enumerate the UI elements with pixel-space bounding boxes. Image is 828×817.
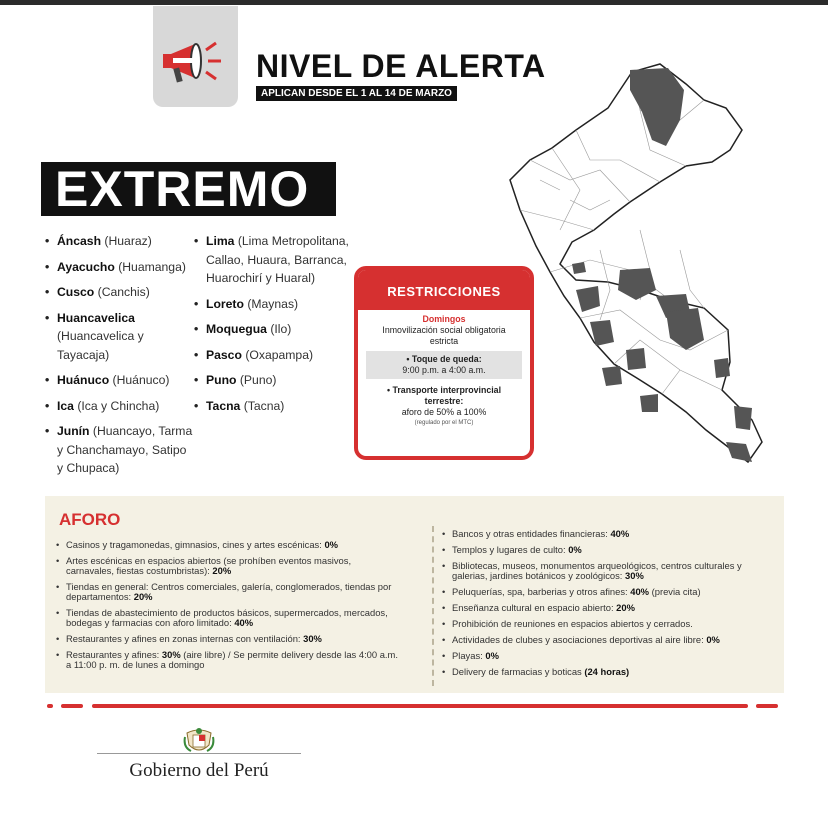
aforo-item-value: (24 horas)	[584, 666, 630, 677]
department-item	[194, 232, 354, 288]
aforo-item-value: 30%	[161, 649, 181, 660]
aforo-item-text: Prohibición de reuniones en espacios abiertos y cerrados.	[452, 618, 693, 629]
puno-region	[734, 406, 752, 430]
red-divider-dash-2	[61, 704, 83, 708]
department-name: Loreto	[206, 296, 244, 311]
aforo-item	[56, 608, 401, 628]
curfew-text: 9:00 p.m. a 4:00 a.m.	[402, 365, 486, 375]
aforo-title: AFORO	[59, 510, 121, 529]
curfew-label: • Toque de queda:	[406, 354, 482, 364]
aforo-item-text: Enseñanza cultural en espacio abierto:	[452, 602, 617, 613]
transport-note: (regulado por el MTC)	[414, 420, 474, 426]
department-item	[45, 397, 195, 416]
megaphone-badge	[153, 6, 238, 107]
aforo-item-value: 40%	[234, 617, 254, 628]
aforo-item-value: 20%	[133, 591, 153, 602]
department-item	[194, 320, 354, 339]
page-subtitle: APLICAN DESDE EL 1 AL 14 DE MARZO	[256, 86, 457, 101]
aforo-item-value: 40%	[610, 528, 630, 539]
department-item	[45, 309, 195, 365]
aforo-item-text: Bibliotecas, museos, monumentos arqueológicos, centros culturales y galerias, jardines botánicos y zoológicos:	[452, 560, 742, 581]
department-item	[194, 295, 354, 314]
department-item	[194, 397, 354, 416]
department-item	[45, 283, 195, 302]
huancavelica-region	[626, 348, 646, 370]
department-name: Pasco	[206, 347, 242, 362]
department-name: Huánuco	[57, 373, 110, 387]
aforo-item-note: (previa cita)	[649, 586, 701, 597]
aforo-item	[442, 667, 772, 677]
department-item	[194, 371, 354, 390]
aforo-item	[442, 529, 772, 539]
department-name: Áncash	[57, 234, 102, 248]
department-item	[194, 346, 354, 365]
red-divider-dash-1	[47, 704, 53, 708]
page-title: NIVEL DE ALERTA	[256, 48, 546, 84]
aforo-item-value: 20%	[616, 602, 635, 613]
footer-rule	[97, 753, 301, 754]
department-name: Huancavelica	[57, 310, 135, 325]
aforo-item-text: Tiendas de abastecimiento de productos básicos, supermercados, mercados, bodegas y farmacias con aforo limitado:	[66, 607, 388, 628]
aforo-item	[442, 635, 772, 645]
aforo-list-left	[56, 540, 401, 676]
alert-level-banner: EXTREMO	[41, 162, 336, 216]
department-name: Cusco	[57, 285, 95, 299]
aforo-item	[56, 540, 401, 550]
department-item	[45, 422, 195, 478]
department-provinces: (Huancavelica y Tayacaja)	[57, 329, 144, 362]
department-provinces: (Ica y Chincha)	[77, 398, 160, 413]
departments-list-right	[194, 232, 354, 422]
aforo-item	[56, 650, 401, 670]
department-name: Ica	[57, 398, 74, 413]
department-name: Ayacucho	[57, 259, 115, 274]
aforo-item	[56, 582, 401, 602]
aforo-item	[56, 634, 401, 644]
aforo-item-value: 0%	[485, 650, 499, 661]
aforo-item-text: Actividades de clubes y asociaciones deportivas al aire libre:	[452, 634, 707, 645]
aforo-item	[442, 651, 772, 661]
aforo-item	[56, 556, 401, 576]
aforo-item-text: Peluquerías, spa, barberias y otros afines:	[452, 586, 631, 597]
aforo-divider	[432, 526, 434, 686]
aforo-item-note: (aire libre) / Se permite delivery desde las 4:00 a.m. a 11:00 p. m. de lunes a domingo	[66, 649, 398, 670]
transport-text: aforo de 50% a 100%	[401, 407, 487, 417]
red-divider-dash-3	[756, 704, 778, 708]
department-provinces: (Maynas)	[247, 296, 299, 311]
aforo-item-value: 0%	[324, 539, 339, 550]
department-name: Puno	[206, 373, 237, 387]
aforo-item	[442, 561, 772, 581]
aforo-item-value: 30%	[303, 633, 322, 644]
lima-metro-region	[572, 262, 586, 274]
department-item	[45, 258, 195, 277]
aforo-item	[442, 603, 772, 613]
aforo-item-text: Playas:	[452, 650, 486, 661]
aforo-list-right	[442, 529, 772, 683]
department-name: Tacna	[206, 398, 241, 413]
aforo-panel	[45, 496, 784, 693]
department-provinces: (Huamanga)	[118, 259, 186, 274]
transport-label: • Transporte interprovincial terrestre:	[386, 385, 502, 406]
department-provinces: (Huancayo, Tarma y Chanchamayo, Satipo y Chupaca)	[57, 424, 193, 475]
department-provinces: (Oxapampa)	[245, 347, 314, 362]
aforo-item-text: Templos y lugares de culto:	[452, 544, 569, 555]
restrictions-title: RESTRICCIONES	[358, 270, 530, 310]
megaphone-icon	[161, 38, 227, 88]
department-provinces: (Puno)	[239, 373, 277, 387]
aforo-item-text: Casinos y tragamonedas, gimnasios, cines y artes escénicas:	[66, 539, 325, 550]
ayacucho-region	[640, 394, 658, 412]
department-provinces: (Canchis)	[97, 285, 150, 299]
sundays-text: Inmovilización social obligatoria estricta	[382, 325, 506, 346]
department-item	[45, 232, 195, 251]
aforo-item-text: Restaurantes y afines en zonas internas con ventilación:	[66, 633, 304, 644]
department-provinces: (Ilo)	[270, 322, 292, 336]
government-wordmark: Gobierno del Perú	[129, 760, 269, 781]
sundays-label: Domingos	[422, 314, 466, 324]
aforo-item-value: 0%	[568, 544, 582, 555]
aforo-item-value: 40%	[630, 586, 649, 597]
department-provinces: (Lima Metropolitana, Callao, Huaura, Barranca, Huarochirí y Huaral)	[206, 234, 349, 285]
aforo-item-text: Bancos y otras entidades financieras:	[452, 528, 611, 539]
department-item	[45, 371, 195, 390]
aforo-item-value: 0%	[706, 634, 720, 645]
aforo-item	[442, 619, 772, 629]
departments-list-left	[45, 232, 195, 485]
aforo-item	[442, 587, 772, 597]
department-name: Lima	[206, 234, 235, 248]
aforo-item-value: 20%	[212, 565, 232, 576]
department-provinces: (Huaraz)	[104, 234, 152, 248]
aforo-item-text: Delivery de farmacias y boticas	[452, 666, 585, 677]
top-bar	[0, 0, 828, 5]
aforo-item-value: 30%	[625, 570, 644, 581]
aforo-item-text: Artes escénicas en espacios abiertos (se prohíben eventos masivos, carnavales, fiestas costumbristas):	[66, 555, 352, 576]
peru-alert-map	[490, 50, 780, 470]
coat-of-arms-icon	[183, 727, 215, 755]
aforo-item	[442, 545, 772, 555]
department-provinces: (Huánuco)	[112, 373, 170, 387]
department-name: Junín	[57, 424, 90, 438]
department-name: Moquegua	[206, 322, 267, 336]
department-provinces: (Tacna)	[243, 398, 285, 413]
peru-outline	[510, 64, 762, 462]
aforo-item-text: Restaurantes y afines:	[66, 649, 162, 660]
red-divider-main	[92, 704, 748, 708]
aforo-item-text: Tiendas en general: Centros comerciales, galería, conglomerados, tiendas por departamentos:	[66, 581, 392, 602]
cusco-canchis-region	[714, 358, 730, 378]
ica-region	[602, 366, 622, 386]
